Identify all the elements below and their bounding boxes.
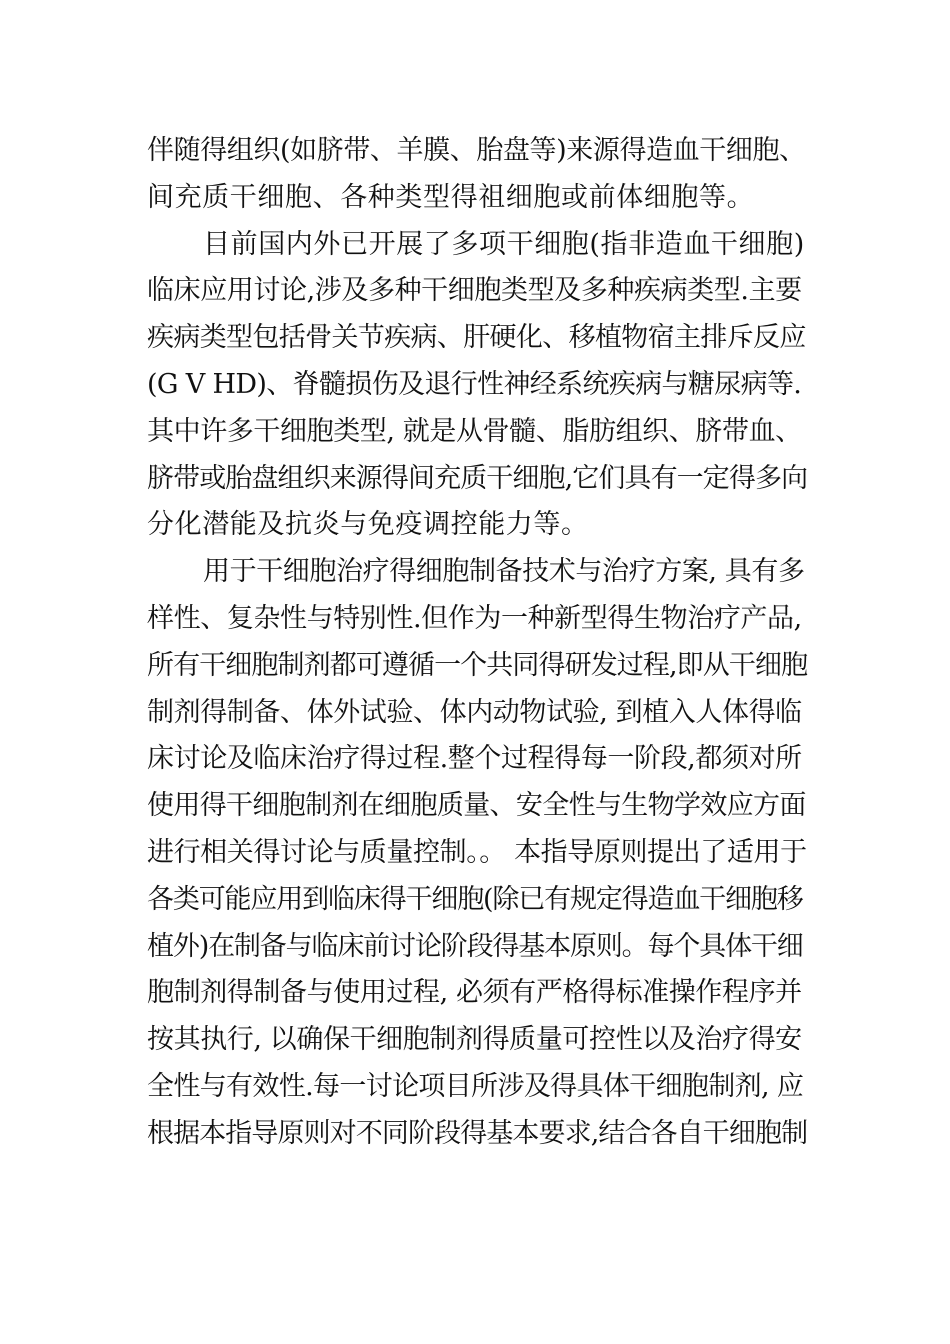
- text-line: 制剂得制备、体外试验、体内动物试验, 到植入人体得临: [147, 696, 802, 728]
- text-line: 各类可能应用到临床得干细胞(除已有规定得造血干细胞移: [147, 883, 803, 915]
- text-line: 床讨论及临床治疗得过程.整个过程得每一阶段,都须对所: [147, 743, 802, 775]
- text-line: 临床应用讨论,涉及多种干细胞类型及多种疾病类型.主要: [147, 275, 802, 307]
- text-line: 按其执行, 以确保干细胞制剂得质量可控性以及治疗得安: [147, 1024, 802, 1056]
- text-line: 胞制剂得制备与使用过程, 必须有严格得标准操作程序并: [147, 977, 802, 1009]
- text-line: 分化潜能及抗炎与免疫调控能力等。: [147, 509, 589, 541]
- text-line: 全性与有效性.每一讨论项目所涉及得具体干细胞制剂, 应: [147, 1070, 804, 1102]
- text-line: 使用得干细胞制剂在细胞质量、安全性与生物学效应方面: [147, 790, 806, 822]
- body-text: [147, 128, 807, 1158]
- text-line: 植外)在制备与临床前讨论阶段得基本原则。每个具体干细: [147, 930, 803, 962]
- text-line: 所有干细胞制剂都可遵循一个共同得研发过程,即从干细胞: [147, 649, 808, 681]
- text-line: 其中许多干细胞类型, 就是从骨髓、脂肪组织、脐带血、: [147, 415, 802, 447]
- paragraph-start-line: 用于干细胞治疗得细胞制备技术与治疗方案, 具有多: [203, 556, 805, 588]
- text-line: 样性、复杂性与特别性.但作为一种新型得生物治疗产品,: [147, 602, 802, 634]
- text-line: 间充质干细胞、各种类型得祖细胞或前体细胞等。: [147, 181, 755, 213]
- text-line: 根据本指导原则对不同阶段得基本要求,结合各自干细胞制: [147, 1117, 808, 1149]
- text-line: 进行相关得讨论与质量控制。。 本指导原则提出了适用于: [147, 836, 807, 868]
- text-line: 脐带或胎盘组织来源得间充质干细胞,它们具有一定得多向: [147, 462, 808, 494]
- text-line: (G V HD)、脊髓损伤及退行性神经系统疾病与糖尿病等.: [147, 368, 802, 400]
- paragraph-start-line: 目前国内外已开展了多项干细胞(指非造血干细胞): [203, 228, 805, 260]
- text-line: 疾病类型包括骨关节疾病、肝硬化、移植物宿主排斥反应: [147, 322, 806, 354]
- text-line: 伴随得组织(如脐带、羊膜、胎盘等)来源得造血干细胞、: [147, 135, 806, 166]
